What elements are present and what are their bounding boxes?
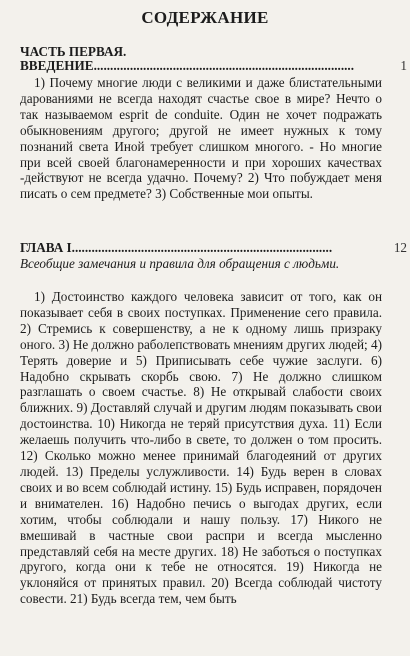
part-heading: ЧАСТЬ ПЕРВАЯ.	[20, 44, 127, 59]
chapter-text: 1) Достоинство каждого человека зависит от того, как он показывает себя в своих поступках. Применение сего правила. 2) Стремись к совершенству, а не к одному лишь призраку оного. 3) Не должно раболепствовать мнениям других людей; 4) Терять доверие и 5) Приписывать себе чужие заслуги. 6) Надобно скрывать скорбь свою. 7) Не должно слишком разглашать о своем счастье. 8) Не открывай слабости своих ближних. 9) Доставляй случай и другим людям показывать свои достоинства. 10) Никогда не теряй присутствия духа. 11) Если желаешь получить что-либо в свете, то должен о том просить. 12) Сколько можно менее принимай благодеяний от других людей. 13) Пределы услужливости. 14) Будь верен в словах своих и во всем соблюдай истину. 15) Будь исправен, порядочен и внимателен. 16) Надобно печись о выгодах других, если хотим, чтобы соблюдали и нашу пользу. 17) Никого не вмешивай в частные свои распри и всегда мысленно представляй себя на месте других. 18) Не заботься о поступках другого, когда они к тебе не относятся. 19) Никогда не уклоняйся от принятых правил. 20) Всегда соблюдай чистоту совести. 21) Будь всегда тем, чем быть	[20, 289, 382, 607]
page-title: СОДЕРЖАНИЕ	[141, 8, 269, 27]
chapter-subtitle: Всеобщие замечания и правила для обращения с людьми.	[20, 256, 340, 271]
chapter-heading: ГЛАВА I...............................................................................	[20, 240, 333, 255]
intro-page-number: 1	[400, 58, 407, 73]
chapter-page-number: 12	[393, 240, 407, 255]
intro-heading: ВВЕДЕНИЕ...............................................................................	[20, 58, 355, 73]
show-through-text	[376, 215, 410, 445]
intro-text: 1) Почему многие люди с великими и даже блистательными дарованиями не всегда находят счастье свое в мире? Нечто о так называемом esprit de conduite. Один не хочет подражать обыкновениям другого; другой не имеет нужных к тому познаний света Иной требует слишком многого. - Но многие при всей своей благонамеренности и при хороших качествах -действуют не всегда удачно. Почему? 2) Что побуждает меня писать о сем предмете? 3) Собственные мои опыты.	[20, 75, 382, 202]
